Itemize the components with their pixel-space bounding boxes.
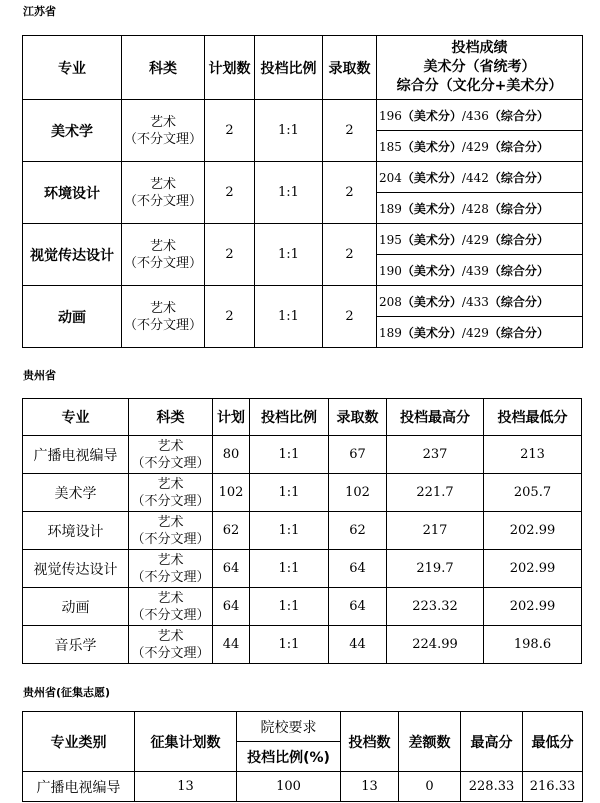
category-line1: 艺术 bbox=[149, 114, 176, 130]
ratio-cell: 1:1 bbox=[255, 286, 323, 348]
category-cell: 艺术 （不分文理） bbox=[129, 436, 213, 474]
table-header-row bbox=[23, 36, 583, 100]
major-cell: 视觉传达设计 bbox=[23, 224, 122, 286]
admitted-cell: 64 bbox=[329, 588, 387, 626]
plan-cell: 44 bbox=[213, 626, 250, 664]
major-cell: 美术学 bbox=[23, 474, 129, 512]
major-cell: 视觉传达设计 bbox=[23, 550, 129, 588]
major-cell: 动画 bbox=[23, 286, 122, 348]
category-cell bbox=[122, 286, 205, 348]
table-row bbox=[23, 626, 582, 664]
admitted-cell: 62 bbox=[329, 512, 387, 550]
plan-cell: 62 bbox=[213, 512, 250, 550]
major-cell: 广播电视编导 bbox=[23, 436, 129, 474]
filed-cell: 13 bbox=[341, 772, 399, 802]
header-category: 科类 bbox=[122, 36, 205, 100]
header-max: 最高分 bbox=[461, 712, 523, 772]
header-admitted: 录取数 bbox=[323, 36, 377, 100]
admitted-cell: 2 bbox=[323, 100, 377, 162]
score-cell: 204（美术分）/442（综合分） bbox=[377, 162, 583, 193]
score-cell: 189（美术分）/428（综合分） bbox=[377, 193, 583, 224]
section-title-jiangsu: 江苏省 bbox=[23, 5, 56, 18]
major-cell: 美术学 bbox=[23, 100, 122, 162]
section-title-guizhou-supplementary: 贵州省(征集志愿) bbox=[23, 686, 111, 699]
plan-cell: 2 bbox=[205, 162, 255, 224]
score-cell: 208（美术分）/433（综合分） bbox=[377, 286, 583, 317]
category-cell bbox=[122, 100, 205, 162]
score-cell: 189（美术分）/429（综合分） bbox=[377, 317, 583, 348]
admitted-cell: 67 bbox=[329, 436, 387, 474]
table-row bbox=[23, 474, 582, 512]
admitted-cell: 2 bbox=[323, 286, 377, 348]
major-cell: 环境设计 bbox=[23, 512, 129, 550]
score-cell: 196（美术分）/436（综合分） bbox=[377, 100, 583, 131]
section-title-guizhou: 贵州省 bbox=[23, 369, 56, 382]
max-score-cell: 217 bbox=[387, 512, 484, 550]
diff-cell: 0 bbox=[399, 772, 461, 802]
table-row bbox=[23, 512, 582, 550]
category-line2: （不分文理） bbox=[123, 255, 202, 271]
ratio-cell: 1:1 bbox=[255, 162, 323, 224]
max-score-cell: 219.7 bbox=[387, 550, 484, 588]
header-ratio: 投档比例 bbox=[250, 399, 329, 436]
major-cell: 音乐学 bbox=[23, 626, 129, 664]
table-row bbox=[23, 436, 582, 474]
score-cell: 185（美术分）/429（综合分） bbox=[377, 131, 583, 162]
category-cell bbox=[122, 162, 205, 224]
header-major: 专业 bbox=[23, 399, 129, 436]
header-category: 科类 bbox=[129, 399, 213, 436]
guizhou-supplementary-table bbox=[22, 711, 583, 802]
header-plan: 计划数 bbox=[205, 36, 255, 100]
admitted-cell: 2 bbox=[323, 162, 377, 224]
ratio-cell: 1:1 bbox=[250, 512, 329, 550]
ratio-cell: 1:1 bbox=[250, 436, 329, 474]
category-line2: （不分文理） bbox=[123, 131, 202, 147]
max-score-cell: 228.33 bbox=[461, 772, 523, 802]
category-line2: （不分文理） bbox=[123, 193, 202, 209]
category-cell: 艺术 （不分文理） bbox=[129, 474, 213, 512]
header-diff: 差额数 bbox=[399, 712, 461, 772]
header-plan: 征集计划数 bbox=[135, 712, 237, 772]
major-cell: 动画 bbox=[23, 588, 129, 626]
guizhou-admission-table bbox=[22, 398, 582, 664]
min-score-cell: 216.33 bbox=[523, 772, 583, 802]
plan-cell: 13 bbox=[135, 772, 237, 802]
header-min: 最低分 bbox=[523, 712, 583, 772]
header-type: 专业类别 bbox=[23, 712, 135, 772]
ratio-cell: 1:1 bbox=[255, 224, 323, 286]
admitted-cell: 2 bbox=[323, 224, 377, 286]
category-cell: 艺术 （不分文理） bbox=[129, 588, 213, 626]
ratio-cell: 1:1 bbox=[250, 474, 329, 512]
category-line1: 艺术 bbox=[149, 238, 176, 254]
table-row bbox=[23, 550, 582, 588]
plan-cell: 64 bbox=[213, 550, 250, 588]
ratio-cell: 100 bbox=[237, 772, 341, 802]
header-requirement: 院校要求 bbox=[237, 712, 341, 742]
category-cell: 艺术 （不分文理） bbox=[129, 512, 213, 550]
header-filed: 投档数 bbox=[341, 712, 399, 772]
table-header-row bbox=[23, 399, 582, 436]
header-score bbox=[377, 36, 583, 100]
category-cell: 艺术 （不分文理） bbox=[129, 626, 213, 664]
table-row bbox=[23, 588, 582, 626]
header-plan: 计划 bbox=[213, 399, 250, 436]
min-score-cell: 202.99 bbox=[484, 512, 582, 550]
jiangsu-admission-table bbox=[22, 35, 583, 348]
max-score-cell: 224.99 bbox=[387, 626, 484, 664]
max-score-cell: 221.7 bbox=[387, 474, 484, 512]
plan-cell: 2 bbox=[205, 100, 255, 162]
category-line1: 艺术 bbox=[149, 176, 176, 192]
score-cell: 195（美术分）/429（综合分） bbox=[377, 224, 583, 255]
min-score-cell: 202.99 bbox=[484, 550, 582, 588]
table-row bbox=[23, 286, 583, 317]
plan-cell: 2 bbox=[205, 286, 255, 348]
header-major: 专业 bbox=[23, 36, 122, 100]
min-score-cell: 205.7 bbox=[484, 474, 582, 512]
min-score-cell: 202.99 bbox=[484, 588, 582, 626]
table-row bbox=[23, 224, 583, 255]
ratio-cell: 1:1 bbox=[255, 100, 323, 162]
type-cell: 广播电视编导 bbox=[23, 772, 135, 802]
category-cell bbox=[122, 224, 205, 286]
plan-cell: 102 bbox=[213, 474, 250, 512]
admitted-cell: 44 bbox=[329, 626, 387, 664]
admitted-cell: 102 bbox=[329, 474, 387, 512]
max-score-cell: 237 bbox=[387, 436, 484, 474]
category-cell: 艺术 （不分文理） bbox=[129, 550, 213, 588]
header-max: 投档最高分 bbox=[387, 399, 484, 436]
ratio-cell: 1:1 bbox=[250, 626, 329, 664]
score-cell: 190（美术分）/439（综合分） bbox=[377, 255, 583, 286]
header-ratio: 投档比例 bbox=[255, 36, 323, 100]
major-cell: 环境设计 bbox=[23, 162, 122, 224]
ratio-cell: 1:1 bbox=[250, 550, 329, 588]
plan-cell: 2 bbox=[205, 224, 255, 286]
plan-cell: 80 bbox=[213, 436, 250, 474]
category-line1: 艺术 bbox=[149, 300, 176, 316]
table-header-row bbox=[23, 712, 583, 742]
min-score-cell: 213 bbox=[484, 436, 582, 474]
ratio-cell: 1:1 bbox=[250, 588, 329, 626]
header-score-title: 投档成绩 bbox=[451, 40, 508, 56]
header-score-line1: 美术分（省统考） bbox=[423, 59, 536, 75]
header-ratio: 投档比例(%) bbox=[237, 742, 341, 772]
table-row bbox=[23, 772, 583, 802]
admitted-cell: 64 bbox=[329, 550, 387, 588]
table-row bbox=[23, 100, 583, 131]
header-admitted: 录取数 bbox=[329, 399, 387, 436]
table-row bbox=[23, 162, 583, 193]
plan-cell: 64 bbox=[213, 588, 250, 626]
header-min: 投档最低分 bbox=[484, 399, 582, 436]
max-score-cell: 223.32 bbox=[387, 588, 484, 626]
min-score-cell: 198.6 bbox=[484, 626, 582, 664]
category-line2: （不分文理） bbox=[123, 317, 202, 333]
header-score-line2: 综合分（文化分+美术分） bbox=[396, 78, 563, 94]
